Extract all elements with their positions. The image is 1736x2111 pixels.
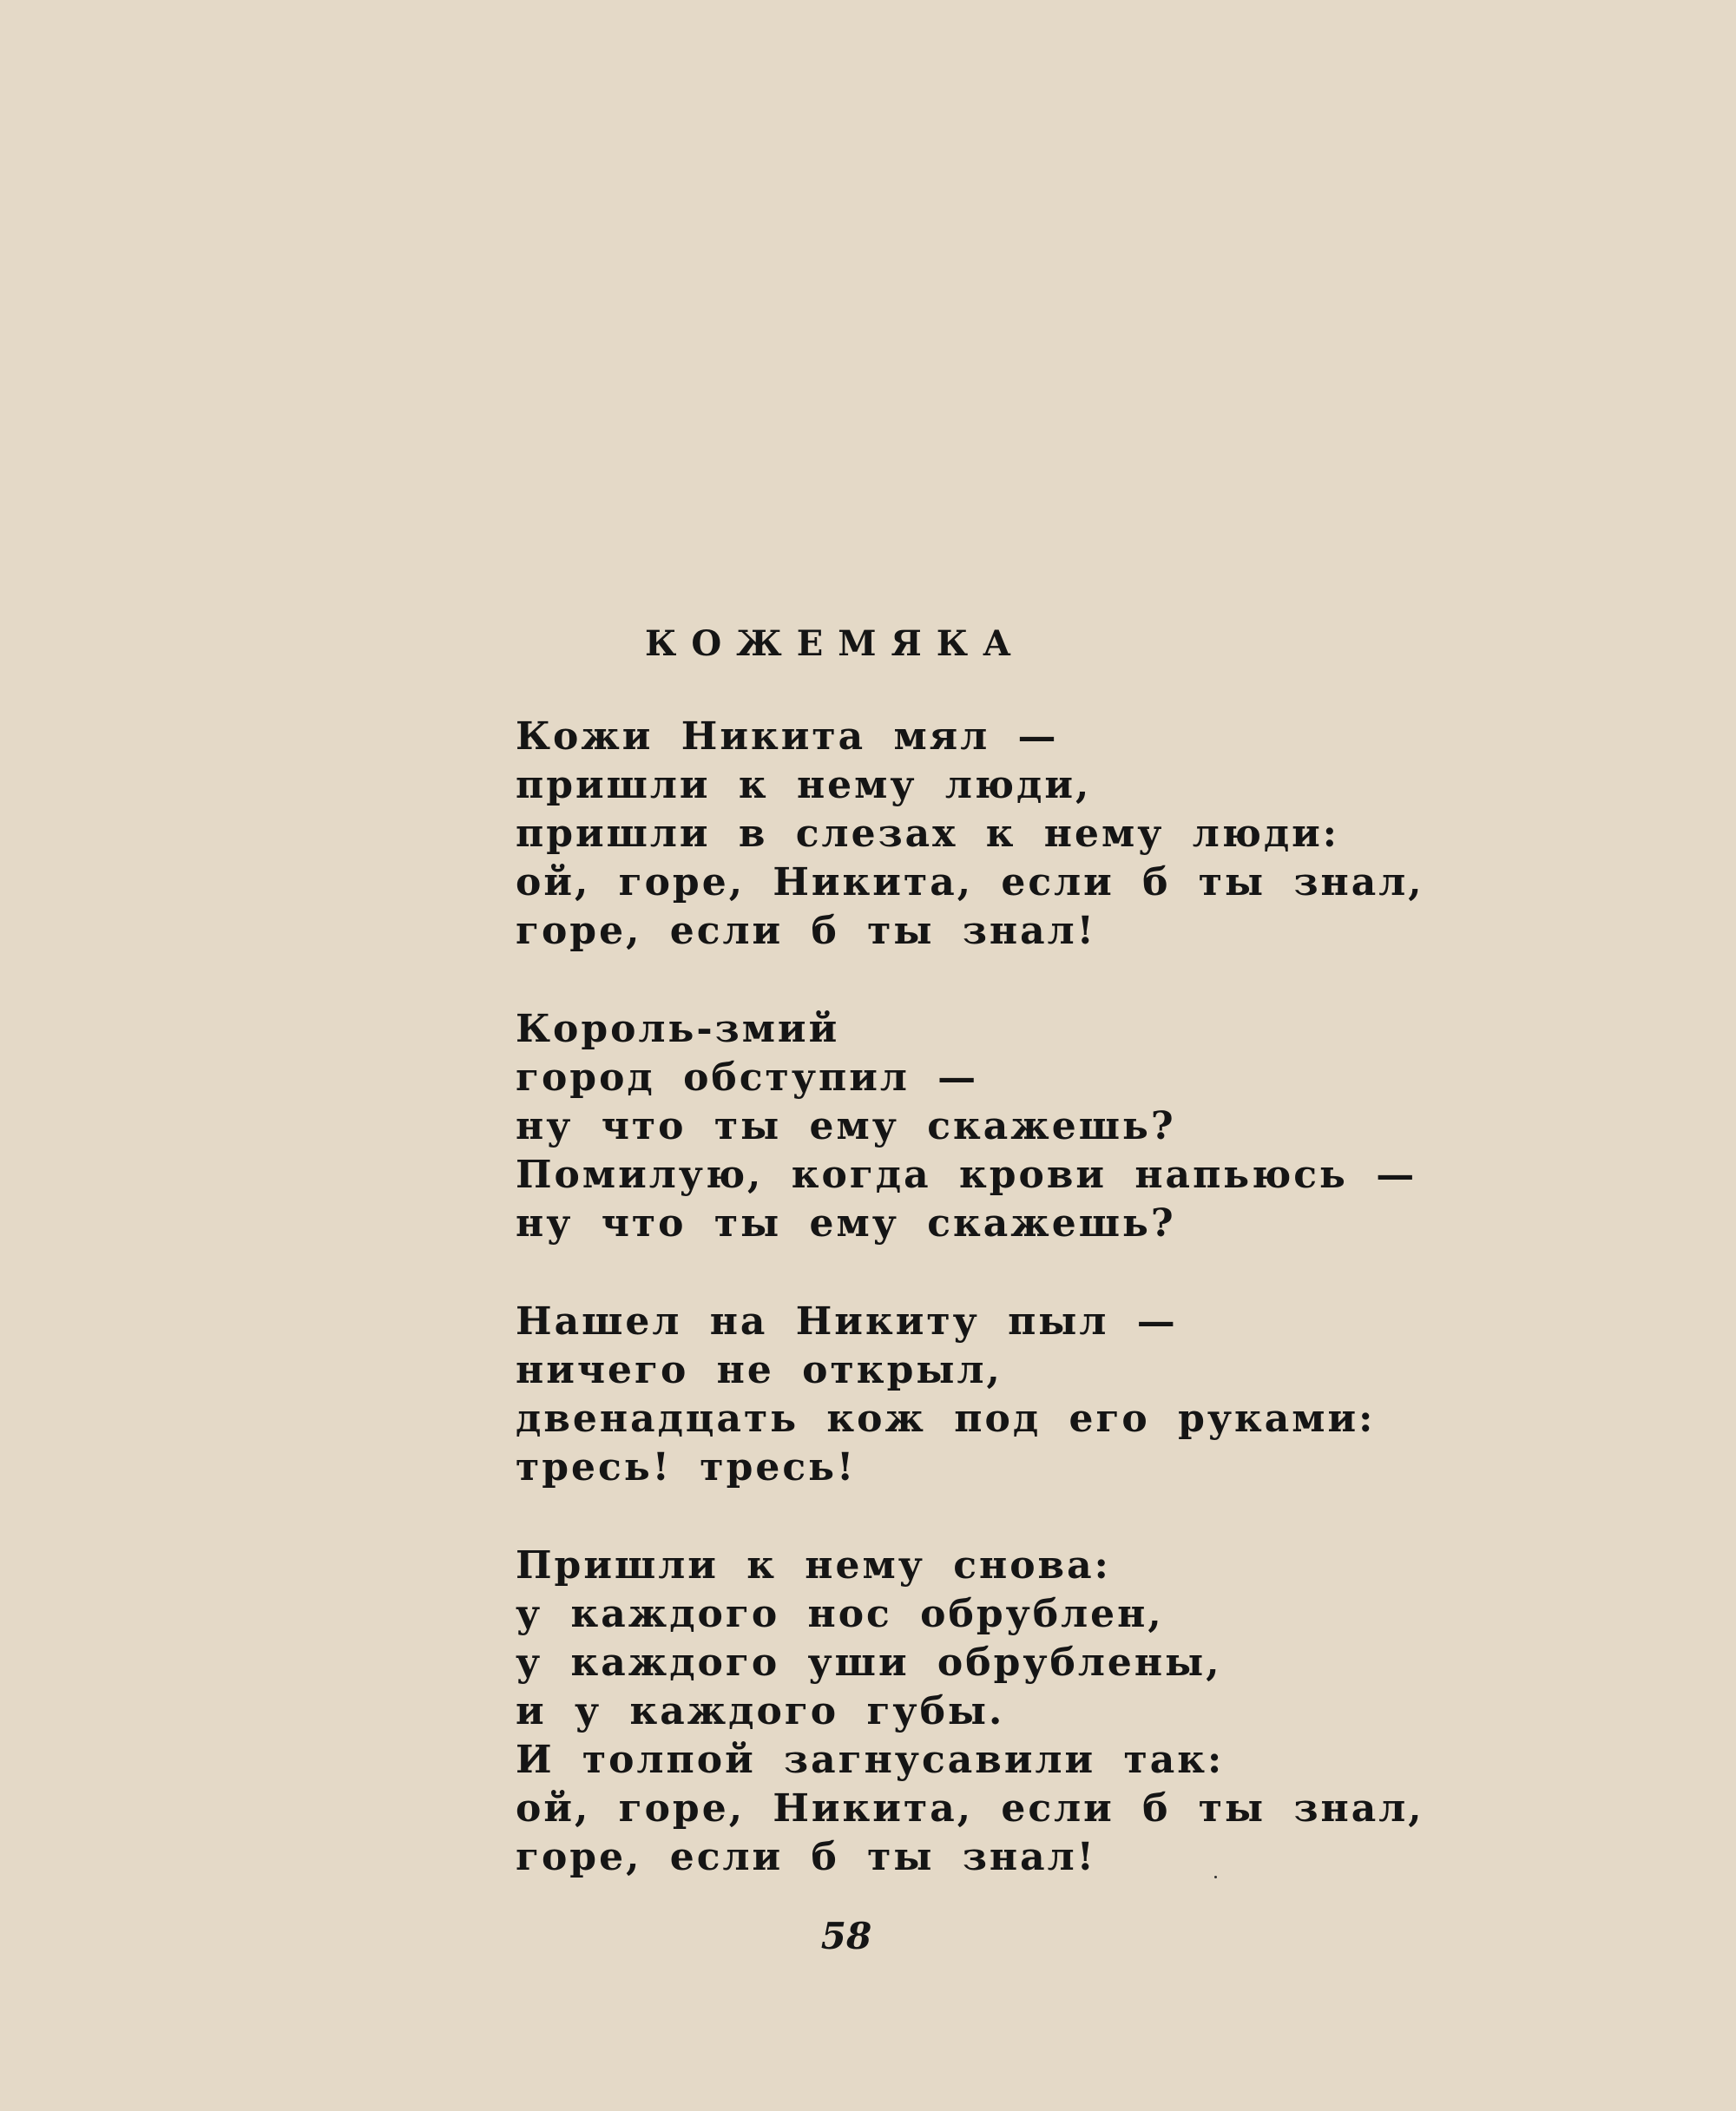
poem-line: город обступил — bbox=[516, 1056, 979, 1100]
stanza-4 bbox=[516, 1542, 1424, 1882]
poem-body bbox=[516, 713, 1424, 1931]
poem-line: Король-змий bbox=[516, 1007, 840, 1051]
poem-line: И толпой загнусавили так: bbox=[516, 1738, 1225, 1782]
poem-line: пришли в слезах к нему люди: bbox=[516, 812, 1340, 856]
stanza-3 bbox=[516, 1298, 1384, 1492]
poem-line: у каждого нос обрублен, bbox=[516, 1592, 1164, 1636]
poem-line: пришли к нему люди, bbox=[516, 763, 1092, 807]
poem-line: и у каждого губы. bbox=[516, 1689, 1005, 1733]
poem-line: тресь! тресь! bbox=[516, 1445, 857, 1490]
page-number: 58 bbox=[820, 1915, 872, 1957]
poem-line: ну что ты ему скажешь? bbox=[516, 1201, 1176, 1246]
poem-line: Нашел на Никиту пыл — bbox=[516, 1299, 1178, 1344]
poem-line: ой, горе, Никита, если б ты знал, bbox=[516, 860, 1424, 904]
poem-line: ну что ты ему скажешь? bbox=[516, 1104, 1176, 1148]
poem-line: Кожи Никита мял — bbox=[516, 714, 1059, 759]
poem-line: горе, если б ты знал! bbox=[516, 1835, 1096, 1879]
poem-line: у каждого уши обрублены, bbox=[516, 1641, 1222, 1685]
poem-line: Пришли к нему снова: bbox=[516, 1543, 1111, 1588]
poem-line: ничего не открыл, bbox=[516, 1348, 1003, 1392]
poem-line: горе, если б ты знал! bbox=[516, 909, 1096, 953]
poem-line: двенадцать кож под его руками: bbox=[516, 1397, 1376, 1441]
stanza-1 bbox=[516, 713, 1424, 956]
print-speck bbox=[1214, 1876, 1217, 1878]
poem-line: Помилую, когда крови напьюсь — bbox=[516, 1153, 1417, 1197]
poem-title: КОЖЕМЯКА bbox=[645, 623, 1026, 664]
stanza-2 bbox=[516, 1005, 1417, 1248]
poem-line: ой, горе, Никита, если б ты знал, bbox=[516, 1786, 1424, 1831]
